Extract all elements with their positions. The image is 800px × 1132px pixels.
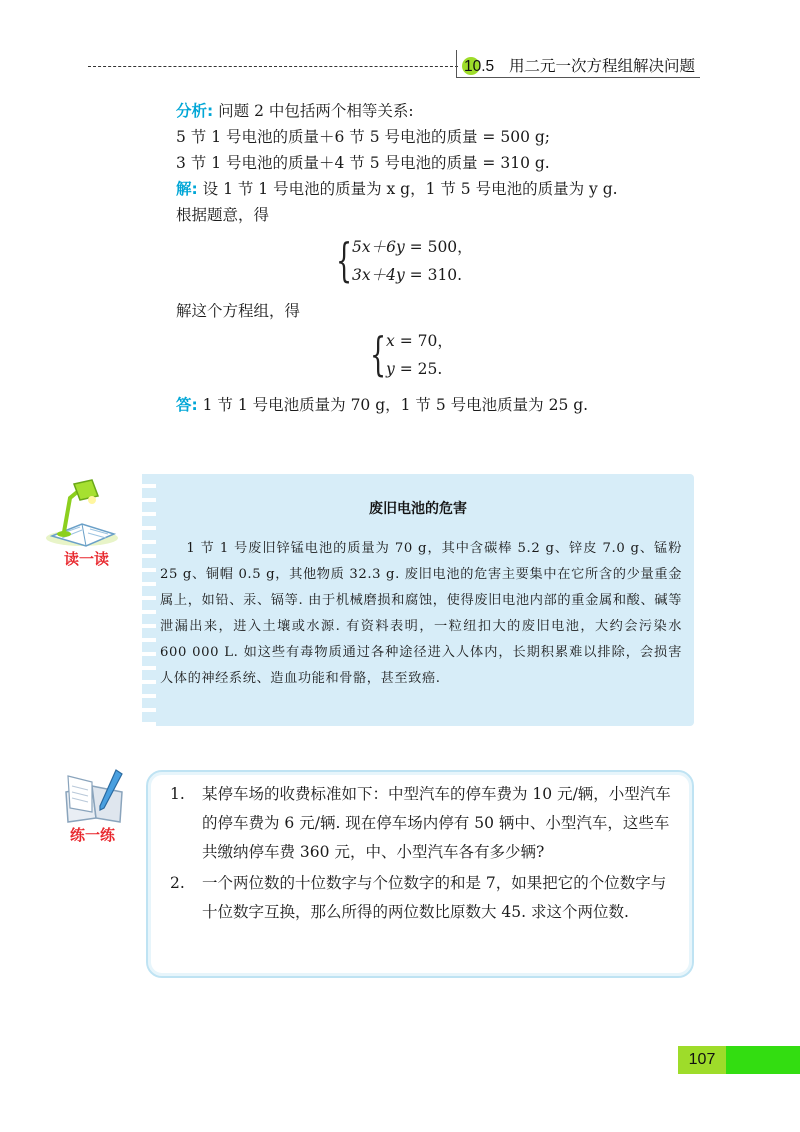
result-2-var: y	[386, 360, 395, 378]
book-pen-icon	[62, 768, 130, 824]
solve-text: 解这个方程组，得	[176, 302, 301, 320]
solution-system	[176, 328, 696, 382]
result-2-rhs: = 25.	[399, 360, 443, 378]
practice-item	[170, 780, 680, 867]
section-heading	[464, 54, 695, 76]
relation-2: 3 节 1 号电池的质量＋4 节 5 号电池的质量 = 310 g.	[176, 154, 550, 172]
equation-system	[176, 234, 696, 288]
practice-box	[146, 770, 694, 978]
lamp-book-icon	[42, 476, 122, 548]
answer-text: 1 节 1 号电池质量为 70 g，1 节 5 号电池质量为 25 g.	[202, 396, 589, 414]
reading-box	[142, 474, 694, 726]
equation-1-rhs: = 500，	[409, 238, 473, 256]
header-dashed-rule	[88, 66, 458, 67]
according-text: 根据题意，得	[176, 206, 270, 224]
practice-item	[170, 869, 680, 927]
reading-title: 废旧电池的危害	[369, 501, 467, 517]
equation-2-lhs: 3x＋4y	[352, 266, 405, 284]
answer-label: 答:	[176, 396, 198, 414]
solution-setup: 设 1 节 1 号电池的质量为 x g，1 节 5 号电池的质量为 y g.	[202, 180, 618, 198]
left-brace: {	[336, 233, 353, 287]
relation-1: 5 节 1 号电池的质量＋6 节 5 号电池的质量 = 500 g;	[176, 128, 551, 146]
section-number: 10.5	[464, 58, 495, 75]
section-title: 用二元一次方程组解决问题	[508, 57, 695, 75]
worked-example	[176, 98, 696, 418]
result-1-rhs: = 70，	[399, 332, 453, 350]
result-1-var: x	[386, 332, 395, 350]
result-1	[386, 328, 453, 354]
practice-item-text: 一个两位数的十位数字与个位数字的和是 7，如果把它的个位数字与十位数字互换，那么所得的两位数比原数大 45. 求这个两位数.	[202, 874, 667, 921]
reading-body	[160, 536, 682, 692]
practice-label: 练一练	[70, 826, 116, 844]
equation-1	[352, 234, 473, 260]
left-brace: {	[370, 327, 387, 381]
analysis-intro: 问题 2 中包括两个相等关系:	[218, 102, 414, 120]
equation-2-rhs: = 310.	[409, 266, 463, 284]
practice-item-text: 某停车场的收费标准如下：中型汽车的停车费为 10 元/辆，小型汽车的停车费为 6 元/辆. 现在停车场内停有 50 辆中、小型汽车，这些车共缴纳停车费 360 元，中、小型汽车各有多少辆?	[202, 785, 671, 861]
page-number-bar	[726, 1046, 800, 1074]
practice-item-number: 2.	[170, 874, 185, 892]
equation-2	[352, 262, 462, 288]
analysis-line	[176, 98, 696, 124]
solution-line	[176, 176, 696, 202]
equation-1-lhs: 5x＋6y	[352, 238, 405, 256]
practice-list	[170, 780, 680, 927]
analysis-label: 分析:	[176, 102, 214, 120]
page-number: 107	[688, 1051, 716, 1068]
answer-line	[176, 392, 696, 418]
reading-label: 读一读	[64, 550, 110, 568]
reading-paragraph: 1 节 1 号废旧锌锰电池的质量为 70 g，其中含碳棒 5.2 g、锌皮 7.0 g、锰粉 25 g、铜帽 0.5 g，其他物质 32.3 g. 废旧电池的危害主要集中在它所含的少量重金属上，如铅、汞、镉等. 由于机械磨损和腐蚀，使得废旧电池内部的重金属和酸、碱等泄漏出来，进入土壤或水源. 有资料表明，一粒纽扣大的废旧电池，大约会污染水 600 000 L. 如这些有毒物质通过各种途径进入人体内，长期积累难以排除，会损害人体的神经系统、造血功能和骨骼，甚至致癌.	[160, 541, 682, 686]
practice-item-number: 1.	[170, 785, 185, 803]
reading-box-stripe	[142, 474, 156, 726]
solution-label: 解:	[176, 180, 198, 198]
result-2	[386, 356, 442, 382]
